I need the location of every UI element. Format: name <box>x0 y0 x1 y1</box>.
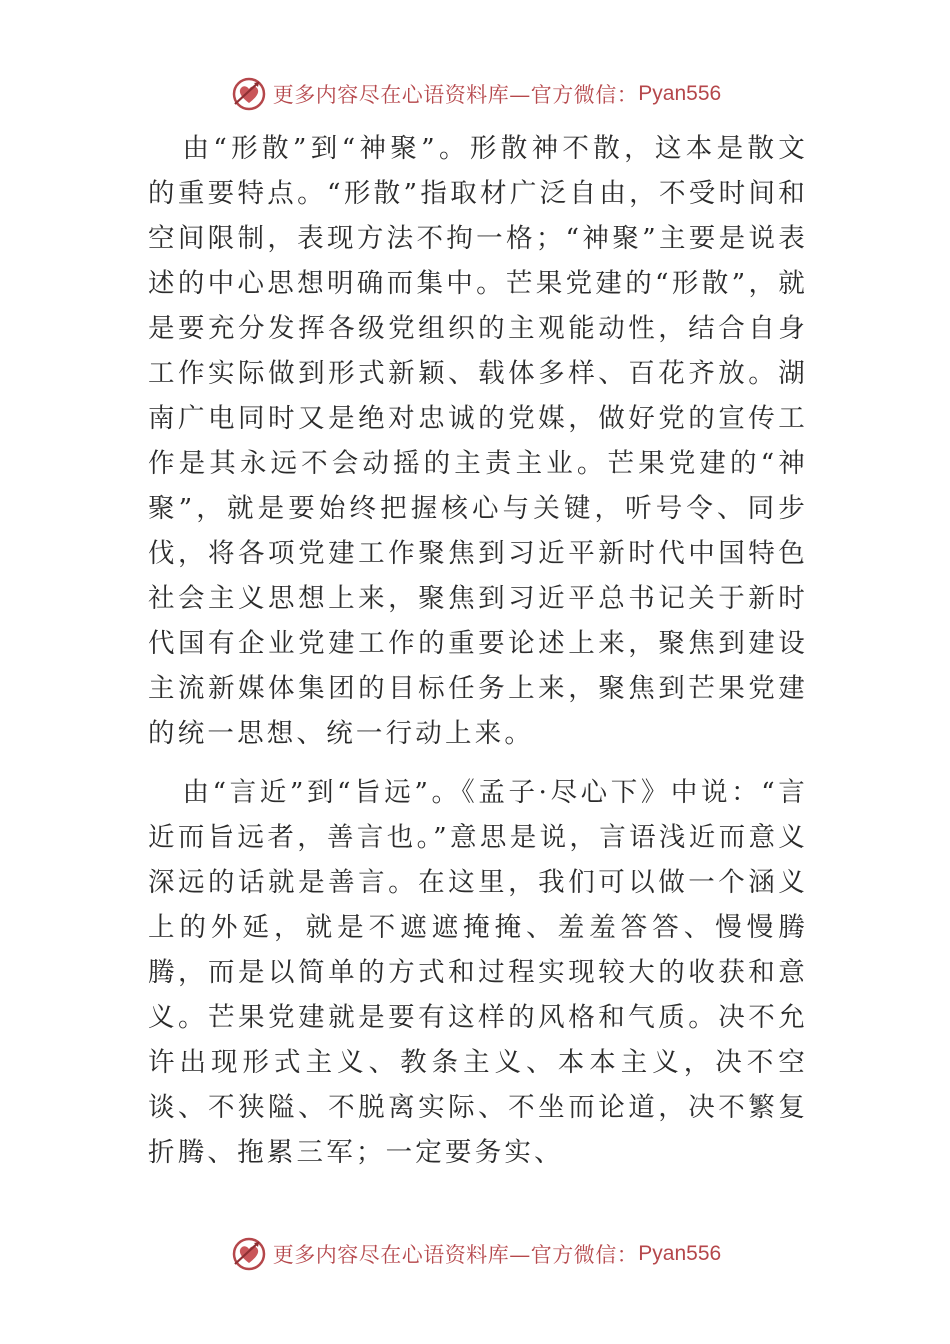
header-wechat-id: Pyan556 <box>638 82 722 105</box>
footer-wechat-id: Pyan556 <box>638 1242 722 1265</box>
heart-logo-icon <box>229 74 269 114</box>
footer-banner-text: 更多内容尽在心语资料库—官方微信： <box>272 1243 639 1267</box>
paragraph: 由“形散”到“神聚”。形散神不散，这本是散文的重要特点。“形散”指取材广泛自由，不受时间和空间限制，表现方法不拘一格；“神聚”主要是说表述的中心思想明确而集中。芒果党建的“形散”，就是要充分发挥各级党组织的主观能动性，结合自身工作实际做到形式新颖、载体多样、百花齐放。湖南广电同时又是绝对忠诚的党媒，做好党的宣传工作是其永远不会动摇的主责主业。芒果党建的“神聚”，就是要始终把握核心与关键，听号令、同步伐，将各项党建工作聚焦到习近平新时代中国特色社会主义思想上来，聚焦到习近平总书记关于新时代国有企业党建工作的重要论述上来，聚焦到建设主流新媒体集团的目标任务上来，聚焦到芒果党建的统一思想、统一行动上来。 <box>148 133 808 749</box>
paragraph: 由“言近”到“旨远”。《孟子·尽心下》中说：“言近而旨远者，善言也。”意思是说，言语浅近而意义深远的话就是善言。在这里，我们可以做一个涵义上的外延，就是不遮遮掩掩、羞羞答答、慢慢腾腾，而是以简单的方式和过程实现较大的收获和意义。芒果党建就是要有这样的风格和气质。决不允许出现形式主义、教条主义、本本主义，决不空谈、不狭隘、不脱离实际、不坐而论道，决不繁复折腾、拖累三军；一定要务实、 <box>148 777 808 1168</box>
document-body <box>148 126 808 1189</box>
header-banner <box>0 72 950 116</box>
header-banner-text: 更多内容尽在心语资料库—官方微信： <box>272 83 639 107</box>
heart-logo-icon <box>229 1234 269 1274</box>
footer-banner <box>0 1232 950 1276</box>
